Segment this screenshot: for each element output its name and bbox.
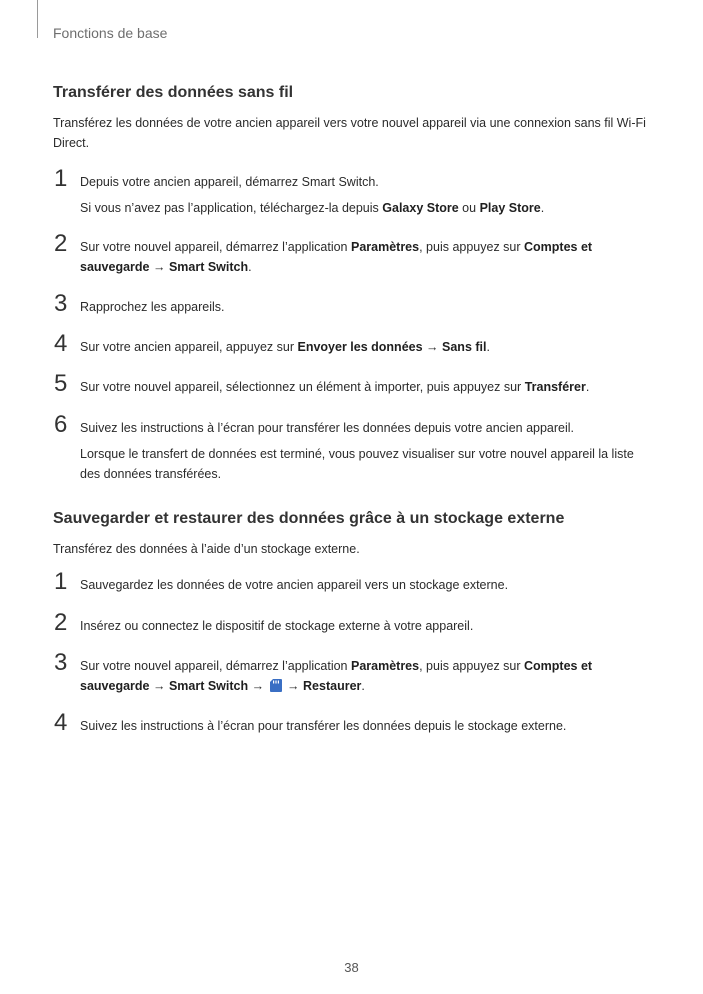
- step-text: Suivez les instructions à l’écran pour transférer les données depuis votre ancien appareil.: [80, 421, 575, 435]
- transfer-label: Transférer: [524, 380, 586, 394]
- step-text: Sur votre nouvel appareil, sélectionnez un élément à importer, puis appuyez sur Transférer.: [80, 380, 590, 394]
- step-number: 6: [54, 411, 68, 438]
- step-number: 3: [54, 649, 68, 676]
- step-number: 1: [54, 165, 68, 192]
- step-number: 2: [54, 609, 68, 636]
- step-subtext: Si vous n’avez pas l’application, téléchargez-la depuis Galaxy Store ou Play Store.: [80, 201, 545, 215]
- accounts-backup-label: Comptes et sauvegarde: [80, 240, 593, 274]
- smart-switch-label: Smart Switch: [168, 679, 249, 693]
- step-number: 3: [54, 290, 68, 317]
- step-number: 4: [54, 330, 68, 357]
- step-text: Suivez les instructions à l’écran pour transférer les données depuis le stockage externe.: [80, 719, 567, 733]
- galaxy-store-label: Galaxy Store: [382, 201, 459, 215]
- smart-switch-label: Smart Switch: [168, 260, 249, 274]
- section-intro-external: Transférez des données à l’aide d’un stockage externe.: [53, 542, 360, 556]
- settings-label: Paramètres: [350, 659, 420, 673]
- page-number: 38: [344, 960, 359, 975]
- step-number: 2: [54, 230, 68, 257]
- sd-card-icon: [270, 679, 282, 692]
- step-text: Sauvegardez les données de votre ancien appareil vers un stockage externe.: [80, 578, 509, 592]
- accounts-backup-label: Comptes et sauvegarde: [80, 659, 593, 693]
- step-number: 1: [54, 568, 68, 595]
- section-header: Fonctions de base: [53, 25, 168, 41]
- step-text: Insérez ou connectez le dispositif de stockage externe à votre appareil.: [80, 619, 474, 633]
- restore-label: Restaurer: [303, 679, 362, 693]
- step-text: Rapprochez les appareils.: [80, 300, 225, 314]
- section-title-wireless: Transférer des données sans fil: [53, 84, 294, 101]
- step-text: Sur votre ancien appareil, appuyez sur Envoyer les données → Sans fil.: [80, 340, 490, 354]
- section-intro-wireless: Transférez les données de votre ancien appareil vers votre nouvel appareil via une connexion sans fil Wi-Fi Direct.: [53, 116, 646, 150]
- settings-label: Paramètres: [350, 240, 420, 254]
- wireless-label: Sans fil: [442, 340, 487, 354]
- play-store-label: Play Store: [479, 201, 541, 215]
- step-text: Depuis votre ancien appareil, démarrez Smart Switch.: [80, 175, 379, 189]
- header-divider-line: [37, 0, 38, 38]
- step-number: 4: [54, 709, 68, 736]
- send-data-label: Envoyer les données: [297, 340, 423, 354]
- step-number: 5: [54, 370, 68, 397]
- step-text: Sur votre nouvel appareil, démarrez l’application Paramètres, puis appuyez sur Comptes et sauvegarde → Smart Switch → → Restaurer.: [80, 659, 593, 693]
- step-subtext: Lorsque le transfert de données est terminé, vous pouvez visualiser sur votre nouvel appareil la liste des données transférées.: [80, 447, 634, 481]
- step-text: Sur votre nouvel appareil, démarrez l’application Paramètres, puis appuyez sur Comptes et sauvegarde → Smart Switch.: [80, 240, 593, 274]
- section-title-external: Sauvegarder et restaurer des données grâce à un stockage externe: [53, 510, 565, 527]
